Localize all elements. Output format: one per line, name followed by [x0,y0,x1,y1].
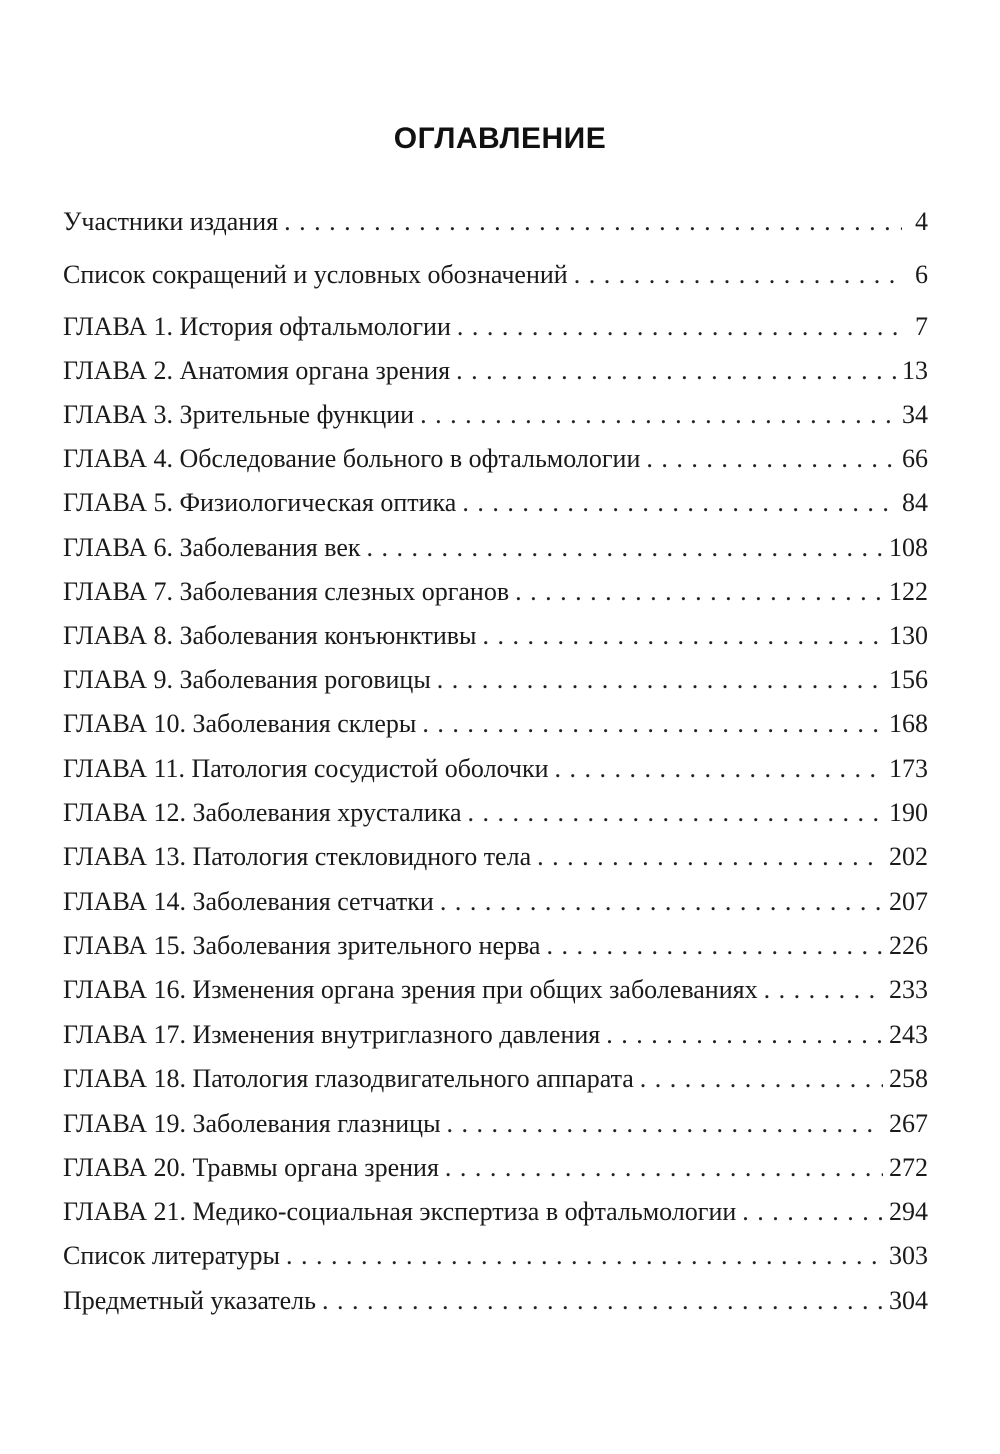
toc-entry-title: Предметный указатель [63,1286,317,1315]
toc-entry[interactable] [63,309,928,345]
toc-entry-title: ГЛАВА 11. Патология сосудистой оболочки [63,754,549,783]
toc-entry-page: 272 [889,1153,928,1182]
toc-entry-title: ГЛАВА 13. Патология стекловидного тела [63,842,532,871]
toc-entry[interactable] [63,706,928,742]
toc-entry-page: 226 [889,931,928,960]
toc-leader-dots [537,839,883,875]
toc-leader-dots [367,530,884,566]
toc-entry-title: ГЛАВА 5. Физиологическая оптика [63,488,457,517]
toc-entry[interactable] [63,353,928,389]
toc-leader-dots [742,1194,883,1230]
toc-entry[interactable] [63,1061,928,1097]
toc-leader-dots [606,1017,883,1053]
toc-entry[interactable] [63,1238,928,1274]
toc-entry[interactable] [63,751,928,787]
toc-leader-dots [640,1061,883,1097]
toc-entry-title: ГЛАВА 19. Заболевания глазницы [63,1109,441,1138]
toc-entry-title: ГЛАВА 2. Анатомия органа зрения [63,356,451,385]
toc-leader-dots [546,928,883,964]
toc-entry-title: ГЛАВА 7. Заболевания слезных органов [63,577,510,606]
toc-leader-dots [440,884,883,920]
toc-entry-title: ГЛАВА 18. Патология глазодвигательного аппарата [63,1064,634,1093]
toc-entry-page: 6 [915,260,928,289]
toc-entry-page: 202 [889,842,928,871]
page-title: ОГЛАВЛЕНИЕ [393,122,607,155]
toc-entry[interactable] [63,1017,928,1053]
toc-leader-dots [483,618,883,654]
toc-entry-title: ГЛАВА 9. Заболевания роговицы [63,665,431,694]
toc-entry-page: 243 [889,1020,928,1049]
toc-entry-title: ГЛАВА 21. Медико-социальная экспертиза в офтальмологии [63,1197,737,1226]
toc-leader-dots [574,257,902,293]
toc-entry[interactable] [63,397,928,433]
toc-leader-dots [457,309,902,345]
toc-entry-title: ГЛАВА 10. Заболевания склеры [63,709,417,738]
toc-entry-title: ГЛАВА 16. Изменения органа зрения при общих заболеваниях [63,975,758,1004]
toc-leader-dots [447,1106,883,1142]
toc-entry[interactable] [63,1150,928,1186]
toc-entry[interactable] [63,839,928,875]
toc-entry-page: 13 [902,356,928,385]
toc-entry-page: 303 [889,1241,928,1270]
toc-entry-page: 34 [902,400,928,429]
toc-entry[interactable] [63,204,928,240]
toc-leader-dots [322,1283,883,1319]
toc-leader-dots [468,795,883,831]
toc-entry-page: 130 [889,621,928,650]
toc-entry-page: 7 [915,312,928,341]
toc-entry-title: ГЛАВА 15. Заболевания зрительного нерва [63,931,541,960]
toc-entry-page: 156 [889,665,928,694]
toc-leader-dots [764,972,883,1008]
toc-leader-dots [420,397,896,433]
toc-entry-page: 267 [889,1109,928,1138]
toc-entry-title: ГЛАВА 1. История офтальмологии [63,312,451,341]
toc-leader-dots [646,441,896,477]
toc-entry-title: ГЛАВА 14. Заболевания сетчатки [63,887,434,916]
toc-entry-page: 66 [902,444,928,473]
toc-leader-dots [555,751,883,787]
toc-entry-page: 233 [889,975,928,1004]
toc-entry[interactable] [63,1106,928,1142]
toc-leader-dots [462,485,896,521]
toc-entry[interactable] [63,574,928,610]
toc-entry-page: 168 [889,709,928,738]
toc-entry[interactable] [63,884,928,920]
toc-entry-title: Участники издания [63,207,279,236]
toc-leader-dots [437,662,883,698]
toc-entry[interactable] [63,1283,928,1319]
toc-entry-title: Список литературы [63,1241,280,1270]
toc-entry[interactable] [63,928,928,964]
toc-entry-title: ГЛАВА 3. Зрительные функции [63,400,415,429]
toc-leader-dots [445,1150,883,1186]
toc-entry-page: 304 [889,1286,928,1315]
toc-entry-page: 294 [889,1197,928,1226]
toc-entry-title: ГЛАВА 12. Заболевания хрусталика [63,798,462,827]
toc-entry[interactable] [63,662,928,698]
toc-entry-page: 173 [889,754,928,783]
toc-entry-title: ГЛАВА 6. Заболевания век [63,533,361,562]
toc-entry-title: ГЛАВА 4. Обследование больного в офтальмологии [63,444,641,473]
toc-entry[interactable] [63,1194,928,1230]
toc-leader-dots [515,574,883,610]
toc-entry[interactable] [63,618,928,654]
toc-entry[interactable] [63,257,928,293]
toc-entry[interactable] [63,795,928,831]
toc-entry-page: 4 [915,207,928,236]
toc-entry-title: ГЛАВА 20. Травмы органа зрения [63,1153,439,1182]
toc-entry[interactable] [63,530,928,566]
toc-entry-title: Список сокращений и условных обозначений [63,260,568,289]
toc-entry-title: ГЛАВА 17. Изменения внутриглазного давления [63,1020,601,1049]
toc-entry-page: 207 [889,887,928,916]
toc-entry-page: 190 [889,798,928,827]
toc-leader-dots [456,353,896,389]
toc-entry[interactable] [63,972,928,1008]
toc-leader-dots [286,1238,883,1274]
toc-entry-title: ГЛАВА 8. Заболевания конъюнктивы [63,621,477,650]
toc-entry-page: 84 [902,488,928,517]
toc-entry-page: 108 [889,533,928,562]
toc-entry[interactable] [63,441,928,477]
toc-leader-dots [422,706,883,742]
toc-entry-page: 122 [889,577,928,606]
toc-entry-page: 258 [889,1064,928,1093]
toc-leader-dots [284,204,902,240]
toc-entry[interactable] [63,485,928,521]
